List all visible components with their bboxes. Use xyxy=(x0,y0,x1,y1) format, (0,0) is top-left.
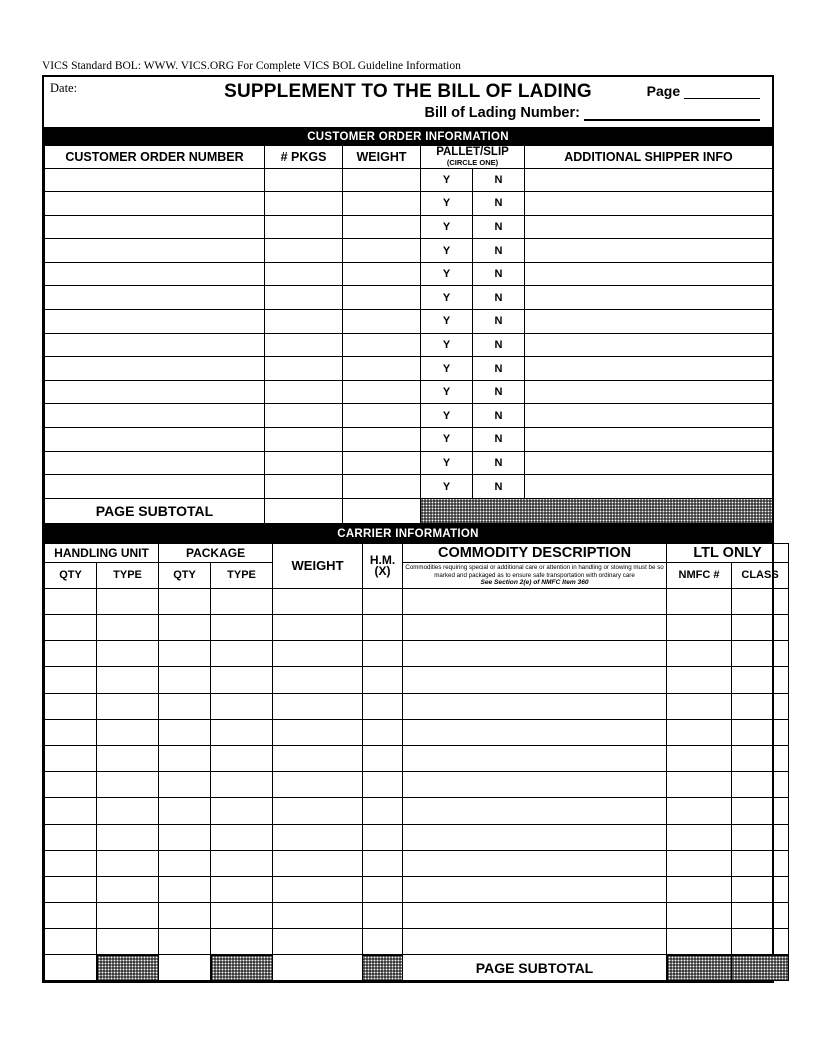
cell-class[interactable] xyxy=(732,876,789,902)
cell-commodity[interactable] xyxy=(403,615,667,641)
cell-hu-type[interactable] xyxy=(97,850,159,876)
cell-pkgs[interactable] xyxy=(265,262,343,286)
cell-pallet-yes[interactable]: Y xyxy=(421,215,473,239)
group-commodity-description: COMMODITY DESCRIPTION xyxy=(403,543,667,562)
cell-pallet-no[interactable]: N xyxy=(473,333,525,357)
cell-order-number[interactable] xyxy=(45,333,265,357)
cell-pkgs[interactable] xyxy=(265,451,343,475)
cell-order-number[interactable] xyxy=(45,192,265,216)
col-hu-qty: QTY xyxy=(45,562,97,588)
table-row[interactable] xyxy=(45,310,773,334)
carrier-subtotal-hatch-3 xyxy=(363,955,403,981)
group-handling-unit: HANDLING UNIT xyxy=(45,543,159,562)
cell-weight[interactable] xyxy=(343,215,421,239)
cell-pallet-yes[interactable]: Y xyxy=(421,475,473,499)
cell-hu-qty[interactable] xyxy=(45,615,97,641)
cell-weight[interactable] xyxy=(343,192,421,216)
cell-hu-qty[interactable] xyxy=(45,850,97,876)
col-weight: WEIGHT xyxy=(343,146,421,168)
carrier-subtotal-weight[interactable] xyxy=(273,955,363,981)
cell-hazmat[interactable] xyxy=(363,876,403,902)
table-row[interactable] xyxy=(45,192,773,216)
cell-hu-type[interactable] xyxy=(97,876,159,902)
cell-pkg-qty[interactable] xyxy=(159,667,211,693)
cell-weight[interactable] xyxy=(273,824,363,850)
cell-shipper-info[interactable] xyxy=(525,428,773,452)
commodity-care-text: Commodities requiring special or additional care or attention in handling or stowing must be so marked and packaged as to ensure safe transportation with ordinary care xyxy=(405,563,664,579)
cell-weight[interactable] xyxy=(273,798,363,824)
cell-pallet-no[interactable]: N xyxy=(473,215,525,239)
carrier-subtotal-hatch-5 xyxy=(732,955,789,981)
vics-reference-note: VICS Standard BOL: WWW. VICS.ORG For Complete VICS BOL Guideline Information xyxy=(42,60,461,72)
cell-hu-qty[interactable] xyxy=(45,929,97,955)
cell-hu-type[interactable] xyxy=(97,719,159,745)
cell-class[interactable] xyxy=(732,641,789,667)
cell-class[interactable] xyxy=(732,745,789,771)
table-row[interactable] xyxy=(45,333,773,357)
cell-commodity[interactable] xyxy=(403,876,667,902)
cell-pkg-qty[interactable] xyxy=(159,693,211,719)
cell-hazmat[interactable] xyxy=(363,693,403,719)
cell-hazmat[interactable] xyxy=(363,903,403,929)
pallet-slip-sublabel: (CIRCLE ONE) xyxy=(446,157,499,167)
cell-shipper-info[interactable] xyxy=(525,215,773,239)
table-row[interactable] xyxy=(45,404,773,428)
page-label: Page xyxy=(646,83,681,99)
cell-pkg-type[interactable] xyxy=(211,798,273,824)
cell-pallet-no[interactable]: N xyxy=(473,451,525,475)
group-ltl-only: LTL ONLY xyxy=(667,543,789,562)
cell-pkg-type[interactable] xyxy=(211,641,273,667)
col-pallet-slip xyxy=(421,146,525,168)
commodity-care-reference: See Section 2(e) of NMFC Item 360 xyxy=(480,579,589,587)
cell-weight[interactable] xyxy=(273,772,363,798)
cell-pallet-yes[interactable]: Y xyxy=(421,404,473,428)
cell-pkg-type[interactable] xyxy=(211,824,273,850)
cell-commodity[interactable] xyxy=(403,929,667,955)
customer-order-bar: CUSTOMER ORDER INFORMATION xyxy=(44,129,772,146)
cell-pkgs[interactable] xyxy=(265,286,343,310)
cell-nmfc[interactable] xyxy=(667,772,732,798)
cell-commodity[interactable] xyxy=(403,798,667,824)
cell-order-number[interactable] xyxy=(45,262,265,286)
table-row[interactable] xyxy=(45,215,773,239)
cell-pkg-qty[interactable] xyxy=(159,850,211,876)
cell-pkg-qty[interactable] xyxy=(159,641,211,667)
cell-class[interactable] xyxy=(732,693,789,719)
table-row[interactable] xyxy=(45,641,789,667)
hazmat-sublabel: (X) xyxy=(374,563,391,578)
cell-nmfc[interactable] xyxy=(667,693,732,719)
cell-pkgs[interactable] xyxy=(265,357,343,381)
cell-weight[interactable] xyxy=(343,286,421,310)
cell-pallet-yes[interactable]: Y xyxy=(421,310,473,334)
cell-pallet-no[interactable]: N xyxy=(473,192,525,216)
carrier-subtotal-row xyxy=(45,955,789,981)
customer-subtotal-hatched xyxy=(421,498,773,523)
table-row[interactable] xyxy=(45,798,789,824)
cell-weight[interactable] xyxy=(343,475,421,499)
pallet-slip-label: PALLET/SLIP xyxy=(436,145,509,158)
cell-pallet-yes[interactable]: Y xyxy=(421,428,473,452)
cell-weight[interactable] xyxy=(273,693,363,719)
carrier-subtotal-hatch-2 xyxy=(211,955,273,981)
cell-order-number[interactable] xyxy=(45,310,265,334)
table-row[interactable] xyxy=(45,380,773,404)
page-number-blank[interactable] xyxy=(684,85,760,99)
cell-pallet-yes[interactable]: Y xyxy=(421,192,473,216)
customer-order-table xyxy=(44,146,773,524)
cell-shipper-info[interactable] xyxy=(525,310,773,334)
cell-hazmat[interactable] xyxy=(363,824,403,850)
cell-pallet-no[interactable]: N xyxy=(473,380,525,404)
cell-pkg-qty[interactable] xyxy=(159,615,211,641)
cell-commodity[interactable] xyxy=(403,824,667,850)
cell-order-number[interactable] xyxy=(45,357,265,381)
cell-hu-qty[interactable] xyxy=(45,667,97,693)
cell-pallet-no[interactable]: N xyxy=(473,404,525,428)
cell-class[interactable] xyxy=(732,824,789,850)
table-row[interactable] xyxy=(45,903,789,929)
cell-order-number[interactable] xyxy=(45,428,265,452)
cell-commodity[interactable] xyxy=(403,693,667,719)
cell-hu-type[interactable] xyxy=(97,693,159,719)
cell-pallet-no[interactable]: N xyxy=(473,168,525,192)
cell-hu-qty[interactable] xyxy=(45,745,97,771)
col-nmfc: NMFC # xyxy=(667,562,732,588)
cell-pkg-qty[interactable] xyxy=(159,719,211,745)
carrier-information-block xyxy=(42,526,779,984)
table-row[interactable] xyxy=(45,451,773,475)
bol-number-field[interactable] xyxy=(425,105,761,121)
cell-pkg-qty[interactable] xyxy=(159,929,211,955)
cell-nmfc[interactable] xyxy=(667,824,732,850)
cell-pkg-type[interactable] xyxy=(211,588,273,614)
carrier-sub-header-row xyxy=(45,562,789,588)
cell-hu-type[interactable] xyxy=(97,772,159,798)
cell-shipper-info[interactable] xyxy=(525,286,773,310)
cell-pkgs[interactable] xyxy=(265,192,343,216)
customer-subtotal-pkgs[interactable] xyxy=(265,498,343,523)
bol-number-blank[interactable] xyxy=(584,105,760,121)
table-row[interactable] xyxy=(45,428,773,452)
hazmat-label: H.M. xyxy=(369,552,396,567)
cell-class[interactable] xyxy=(732,850,789,876)
customer-order-header-row xyxy=(45,146,773,168)
cell-hazmat[interactable] xyxy=(363,772,403,798)
cell-weight[interactable] xyxy=(273,850,363,876)
cell-hu-type[interactable] xyxy=(97,641,159,667)
cell-weight[interactable] xyxy=(273,588,363,614)
cell-nmfc[interactable] xyxy=(667,929,732,955)
cell-pkgs[interactable] xyxy=(265,215,343,239)
cell-class[interactable] xyxy=(732,667,789,693)
cell-shipper-info[interactable] xyxy=(525,192,773,216)
carrier-subtotal-hu-qty[interactable] xyxy=(45,955,97,981)
cell-pkg-qty[interactable] xyxy=(159,588,211,614)
cell-pallet-yes[interactable]: Y xyxy=(421,262,473,286)
group-package: PACKAGE xyxy=(159,543,273,562)
carrier-subtotal-label: PAGE SUBTOTAL xyxy=(403,955,667,981)
customer-order-block xyxy=(42,75,774,526)
carrier-information-bar: CARRIER INFORMATION xyxy=(44,526,772,543)
col-hu-type: TYPE xyxy=(97,562,159,588)
cell-shipper-info[interactable] xyxy=(525,404,773,428)
cell-hu-qty[interactable] xyxy=(45,719,97,745)
cell-pkg-qty[interactable] xyxy=(159,772,211,798)
cell-weight[interactable] xyxy=(273,929,363,955)
cell-pallet-yes[interactable]: Y xyxy=(421,168,473,192)
col-weight-carrier: WEIGHT xyxy=(273,543,363,588)
page-number-field[interactable] xyxy=(647,83,760,99)
cell-hu-qty[interactable] xyxy=(45,798,97,824)
cell-commodity[interactable] xyxy=(403,850,667,876)
cell-pallet-yes[interactable]: Y xyxy=(421,239,473,263)
cell-weight[interactable] xyxy=(343,357,421,381)
cell-pkg-type[interactable] xyxy=(211,903,273,929)
cell-pkgs[interactable] xyxy=(265,168,343,192)
cell-pallet-yes[interactable]: Y xyxy=(421,357,473,381)
col-additional-shipper-info: ADDITIONAL SHIPPER INFO xyxy=(525,146,773,168)
cell-hazmat[interactable] xyxy=(363,588,403,614)
cell-pkgs[interactable] xyxy=(265,310,343,334)
cell-order-number[interactable] xyxy=(45,404,265,428)
cell-commodity[interactable] xyxy=(403,641,667,667)
cell-weight[interactable] xyxy=(273,641,363,667)
cell-pkgs[interactable] xyxy=(265,333,343,357)
cell-hu-qty[interactable] xyxy=(45,693,97,719)
cell-hu-type[interactable] xyxy=(97,588,159,614)
cell-pkg-type[interactable] xyxy=(211,929,273,955)
cell-nmfc[interactable] xyxy=(667,903,732,929)
cell-hu-type[interactable] xyxy=(97,798,159,824)
table-row[interactable] xyxy=(45,772,789,798)
cell-weight[interactable] xyxy=(343,404,421,428)
cell-commodity[interactable] xyxy=(403,719,667,745)
cell-shipper-info[interactable] xyxy=(525,262,773,286)
cell-pkgs[interactable] xyxy=(265,380,343,404)
cell-commodity[interactable] xyxy=(403,667,667,693)
cell-hazmat[interactable] xyxy=(363,615,403,641)
cell-hu-qty[interactable] xyxy=(45,641,97,667)
cell-nmfc[interactable] xyxy=(667,876,732,902)
cell-hu-qty[interactable] xyxy=(45,876,97,902)
cell-weight[interactable] xyxy=(343,239,421,263)
cell-hazmat[interactable] xyxy=(363,641,403,667)
carrier-group-header-row xyxy=(45,543,789,562)
cell-commodity[interactable] xyxy=(403,588,667,614)
cell-class[interactable] xyxy=(732,719,789,745)
table-row[interactable] xyxy=(45,719,789,745)
table-row[interactable] xyxy=(45,693,789,719)
cell-shipper-info[interactable] xyxy=(525,451,773,475)
cell-hazmat[interactable] xyxy=(363,667,403,693)
cell-pkgs[interactable] xyxy=(265,404,343,428)
cell-pkg-qty[interactable] xyxy=(159,903,211,929)
col-hazmat xyxy=(363,543,403,588)
cell-pkgs[interactable] xyxy=(265,475,343,499)
cell-pkg-type[interactable] xyxy=(211,876,273,902)
cell-commodity[interactable] xyxy=(403,745,667,771)
cell-hazmat[interactable] xyxy=(363,719,403,745)
cell-weight[interactable] xyxy=(343,310,421,334)
cell-shipper-info[interactable] xyxy=(525,380,773,404)
table-row[interactable] xyxy=(45,850,789,876)
cell-class[interactable] xyxy=(732,772,789,798)
cell-weight[interactable] xyxy=(343,333,421,357)
carrier-information-table xyxy=(44,543,789,982)
cell-pallet-yes[interactable]: Y xyxy=(421,286,473,310)
cell-order-number[interactable] xyxy=(45,215,265,239)
table-row[interactable] xyxy=(45,929,789,955)
col-pkg-type: TYPE xyxy=(211,562,273,588)
cell-pkg-type[interactable] xyxy=(211,772,273,798)
cell-weight[interactable] xyxy=(273,876,363,902)
cell-order-number[interactable] xyxy=(45,380,265,404)
cell-nmfc[interactable] xyxy=(667,667,732,693)
cell-weight[interactable] xyxy=(343,380,421,404)
table-row[interactable] xyxy=(45,667,789,693)
cell-nmfc[interactable] xyxy=(667,850,732,876)
cell-weight[interactable] xyxy=(343,168,421,192)
cell-nmfc[interactable] xyxy=(667,588,732,614)
cell-pallet-yes[interactable]: Y xyxy=(421,333,473,357)
page-title: SUPPLEMENT TO THE BILL OF LADING xyxy=(224,81,592,102)
cell-weight[interactable] xyxy=(273,745,363,771)
cell-pkg-type[interactable] xyxy=(211,850,273,876)
cell-weight[interactable] xyxy=(273,667,363,693)
table-row[interactable] xyxy=(45,168,773,192)
bol-supplement-form xyxy=(42,60,779,983)
cell-pkgs[interactable] xyxy=(265,428,343,452)
cell-pallet-no[interactable]: N xyxy=(473,475,525,499)
table-row[interactable] xyxy=(45,262,773,286)
cell-weight[interactable] xyxy=(273,615,363,641)
cell-pkg-type[interactable] xyxy=(211,667,273,693)
customer-subtotal-weight[interactable] xyxy=(343,498,421,523)
cell-order-number[interactable] xyxy=(45,239,265,263)
table-row[interactable] xyxy=(45,286,773,310)
table-row[interactable] xyxy=(45,876,789,902)
cell-hu-type[interactable] xyxy=(97,824,159,850)
cell-order-number[interactable] xyxy=(45,168,265,192)
commodity-care-note xyxy=(403,562,667,588)
cell-shipper-info[interactable] xyxy=(525,239,773,263)
cell-order-number[interactable] xyxy=(45,286,265,310)
table-row[interactable] xyxy=(45,745,789,771)
customer-subtotal-row xyxy=(45,498,773,523)
col-class: CLASS xyxy=(732,562,789,588)
cell-class[interactable] xyxy=(732,903,789,929)
col-pkgs: # PKGS xyxy=(265,146,343,168)
cell-nmfc[interactable] xyxy=(667,719,732,745)
cell-pallet-no[interactable]: N xyxy=(473,428,525,452)
cell-order-number[interactable] xyxy=(45,451,265,475)
cell-pkg-qty[interactable] xyxy=(159,876,211,902)
carrier-subtotal-hatch-4 xyxy=(667,955,732,981)
cell-hu-type[interactable] xyxy=(97,615,159,641)
cell-pkg-type[interactable] xyxy=(211,693,273,719)
cell-nmfc[interactable] xyxy=(667,745,732,771)
cell-pallet-no[interactable]: N xyxy=(473,262,525,286)
cell-hu-type[interactable] xyxy=(97,903,159,929)
cell-class[interactable] xyxy=(732,615,789,641)
cell-pallet-yes[interactable]: Y xyxy=(421,451,473,475)
carrier-subtotal-pkg-qty[interactable] xyxy=(159,955,211,981)
table-row[interactable] xyxy=(45,615,789,641)
cell-weight[interactable] xyxy=(343,451,421,475)
cell-pkg-type[interactable] xyxy=(211,745,273,771)
cell-pallet-no[interactable]: N xyxy=(473,310,525,334)
col-customer-order-number: CUSTOMER ORDER NUMBER xyxy=(45,146,265,168)
customer-subtotal-label: PAGE SUBTOTAL xyxy=(45,498,265,523)
cell-nmfc[interactable] xyxy=(667,798,732,824)
form-header xyxy=(44,77,772,129)
table-row[interactable] xyxy=(45,357,773,381)
cell-hu-qty[interactable] xyxy=(45,588,97,614)
cell-shipper-info[interactable] xyxy=(525,168,773,192)
cell-hu-type[interactable] xyxy=(97,745,159,771)
cell-hu-qty[interactable] xyxy=(45,903,97,929)
table-row[interactable] xyxy=(45,588,789,614)
cell-weight[interactable] xyxy=(273,903,363,929)
cell-order-number[interactable] xyxy=(45,475,265,499)
cell-pkg-qty[interactable] xyxy=(159,745,211,771)
cell-pkgs[interactable] xyxy=(265,239,343,263)
cell-class[interactable] xyxy=(732,929,789,955)
table-row[interactable] xyxy=(45,824,789,850)
cell-hu-type[interactable] xyxy=(97,929,159,955)
col-pkg-qty: QTY xyxy=(159,562,211,588)
cell-weight[interactable] xyxy=(343,262,421,286)
cell-commodity[interactable] xyxy=(403,903,667,929)
cell-shipper-info[interactable] xyxy=(525,357,773,381)
cell-weight[interactable] xyxy=(273,719,363,745)
cell-nmfc[interactable] xyxy=(667,641,732,667)
cell-hu-qty[interactable] xyxy=(45,824,97,850)
cell-shipper-info[interactable] xyxy=(525,475,773,499)
cell-pkg-qty[interactable] xyxy=(159,824,211,850)
cell-pallet-no[interactable]: N xyxy=(473,239,525,263)
cell-nmfc[interactable] xyxy=(667,615,732,641)
cell-pkg-qty[interactable] xyxy=(159,798,211,824)
cell-class[interactable] xyxy=(732,798,789,824)
cell-hazmat[interactable] xyxy=(363,929,403,955)
cell-hu-type[interactable] xyxy=(97,667,159,693)
cell-pallet-no[interactable]: N xyxy=(473,286,525,310)
cell-hazmat[interactable] xyxy=(363,850,403,876)
carrier-subtotal-hatch-1 xyxy=(97,955,159,981)
table-row[interactable] xyxy=(45,239,773,263)
cell-class[interactable] xyxy=(732,588,789,614)
cell-hazmat[interactable] xyxy=(363,798,403,824)
cell-pkg-type[interactable] xyxy=(211,615,273,641)
bol-number-label: Bill of Lading Number: xyxy=(424,105,580,121)
cell-pkg-type[interactable] xyxy=(211,719,273,745)
cell-hu-qty[interactable] xyxy=(45,772,97,798)
cell-hazmat[interactable] xyxy=(363,745,403,771)
cell-pallet-yes[interactable]: Y xyxy=(421,380,473,404)
cell-pallet-no[interactable]: N xyxy=(473,357,525,381)
table-row[interactable] xyxy=(45,475,773,499)
cell-weight[interactable] xyxy=(343,428,421,452)
cell-shipper-info[interactable] xyxy=(525,333,773,357)
cell-commodity[interactable] xyxy=(403,772,667,798)
date-label: Date: xyxy=(50,81,78,95)
